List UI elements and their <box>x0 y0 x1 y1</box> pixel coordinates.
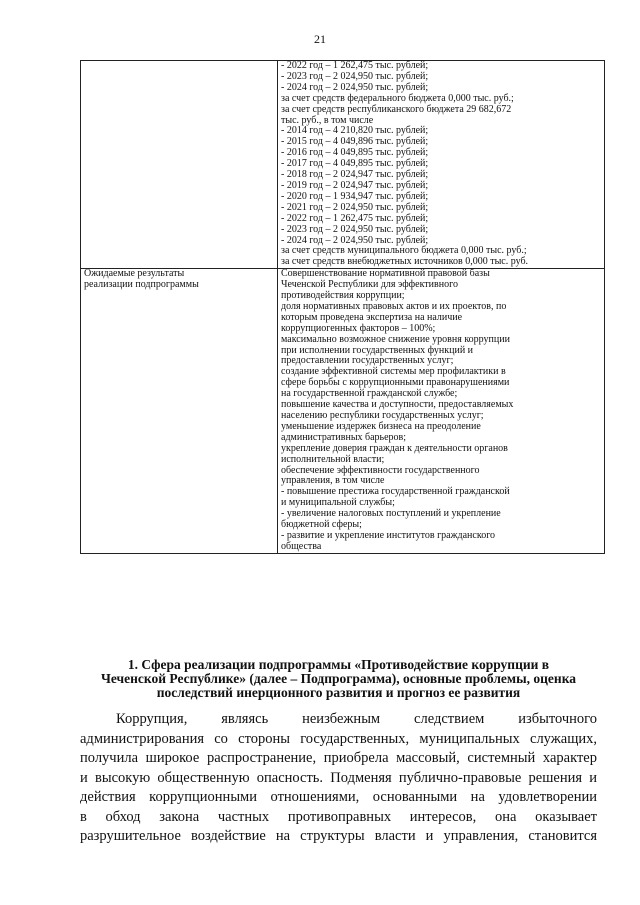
text-line: Чеченской Республики для эффективного <box>281 279 458 291</box>
text-line: за счет средств федерального бюджета 0,000 тыс. руб.; <box>281 92 514 104</box>
text-line: разрушительное воздействие на структуры власти и управления, становится <box>80 828 597 844</box>
funding-label-cell <box>81 61 278 269</box>
text-line: - 2015 год – 4 049,896 тыс. рублей; <box>281 136 429 148</box>
text-line: администрирования со стороны государственных, муниципальных служащих, <box>80 730 597 747</box>
text-line: - 2024 год – 2 024,950 тыс. рублей; <box>281 234 429 246</box>
text-line: противодействия коррупции; <box>281 290 405 302</box>
text-line: исполнительной власти; <box>281 453 385 465</box>
text-line: - 2020 год – 1 934,947 тыс. рублей; <box>281 190 429 202</box>
text-line: Совершенствование нормативной правовой базы <box>281 268 490 280</box>
text-line: укрепление доверия граждан к деятельности органов <box>281 442 508 454</box>
text-line: и муниципальной службы; <box>281 497 395 509</box>
text-line: доля нормативных правовых актов и их проектов, по <box>281 300 507 312</box>
body-paragraph <box>80 710 597 847</box>
text-line: коррупциогенных факторов – 100%; <box>281 322 436 334</box>
text-line: предоставлении государственных услуг; <box>281 355 454 367</box>
text-line: - 2016 год – 4 049,895 тыс. рублей; <box>281 147 429 159</box>
text-line: сфере борьбы с коррупционными правонарушениями <box>281 377 510 389</box>
expected-results-details-cell <box>278 269 605 554</box>
table-row-expected-results <box>81 269 605 554</box>
text-line: управления, в том числе <box>281 475 385 487</box>
text-line: которым проведена экспертиза на наличие <box>281 311 463 323</box>
table-row-funding <box>81 61 605 269</box>
text-line: реализации подпрограммы <box>84 279 199 291</box>
text-line: - 2022 год – 1 262,475 тыс. рублей; <box>281 212 429 224</box>
text-line: тыс. руб., в том числе <box>281 114 374 126</box>
text-line: 1. Сфера реализации подпрограммы «Противодействие коррупции в <box>127 657 550 672</box>
funding-details-cell <box>278 61 605 269</box>
text-line: административных барьеров; <box>281 431 407 443</box>
text-line: Коррупция, являясь неизбежным следствием избыточного <box>116 711 597 727</box>
text-line: Чеченской Республике» (далее – Подпрограмма), основные проблемы, оценка <box>100 671 577 686</box>
text-line: уменьшение издержек бизнеса на преодоление <box>281 420 481 432</box>
text-line: в обход закона частных противоправных интересов, она оказывает <box>80 808 597 825</box>
text-line: на государственной гражданской службе; <box>281 388 458 400</box>
text-line: максимально возможное снижение уровня коррупции <box>281 333 510 345</box>
text-line: обеспечение эффективности государственного <box>281 464 480 476</box>
text-line: - 2014 год – 4 210,820 тыс. рублей; <box>281 125 429 137</box>
text-line: - 2019 год – 2 024,947 тыс. рублей; <box>281 179 429 191</box>
text-line: - развитие и укрепление институтов гражданского <box>281 529 496 541</box>
subprogram-passport-table <box>80 60 605 554</box>
text-line: - 2018 год – 2 024,947 тыс. рублей; <box>281 169 429 181</box>
text-line: за счет средств муниципального бюджета 0,000 тыс. руб.; <box>281 245 527 257</box>
text-line: действия коррупционными отношениями, основанными на удовлетворении <box>80 789 597 805</box>
text-line: общества <box>281 540 322 552</box>
text-line: - 2022 год – 1 262,475 тыс. рублей; <box>281 60 429 71</box>
text-line: - повышение престижа государственной гражданской <box>281 486 510 498</box>
text-line: повышение качества и доступности, предоставляемых <box>281 399 514 411</box>
text-line: - 2017 год – 4 049,895 тыс. рублей; <box>281 158 429 170</box>
text-line: - 2023 год – 2 024,950 тыс. рублей; <box>281 70 429 82</box>
text-line: населению республики государственных услуг; <box>281 410 484 421</box>
text-line: создание эффективной системы мер профилактики в <box>281 366 506 378</box>
text-line: за счет средств внебюджетных источников 0,000 тыс. руб. <box>281 256 529 268</box>
text-line: - 2023 год – 2 024,950 тыс. рублей; <box>281 223 429 235</box>
text-line: - увеличение налоговых поступлений и укрепление <box>281 508 501 520</box>
text-line: бюджетной сферы; <box>281 519 362 531</box>
page-number: 21 <box>314 32 326 46</box>
text-line: получила широкое распространение, приобрела массовый, системный характер <box>80 750 597 766</box>
text-line: Ожидаемые результаты <box>84 268 185 280</box>
text-line: за счет средств республиканского бюджета 29 682,672 <box>281 103 512 115</box>
text-line: последствий инерционного развития и прогноз ее развития <box>156 685 521 700</box>
expected-results-label-cell <box>81 269 278 554</box>
text-line: и высокую общественную опасность. Подменяя публично-правовые решения и <box>80 769 597 786</box>
text-line: - 2024 год – 2 024,950 тыс. рублей; <box>281 81 429 93</box>
text-line: при исполнении государственных функций и <box>281 344 474 356</box>
section-heading <box>80 658 597 700</box>
text-line: - 2021 год – 2 024,950 тыс. рублей; <box>281 201 429 213</box>
